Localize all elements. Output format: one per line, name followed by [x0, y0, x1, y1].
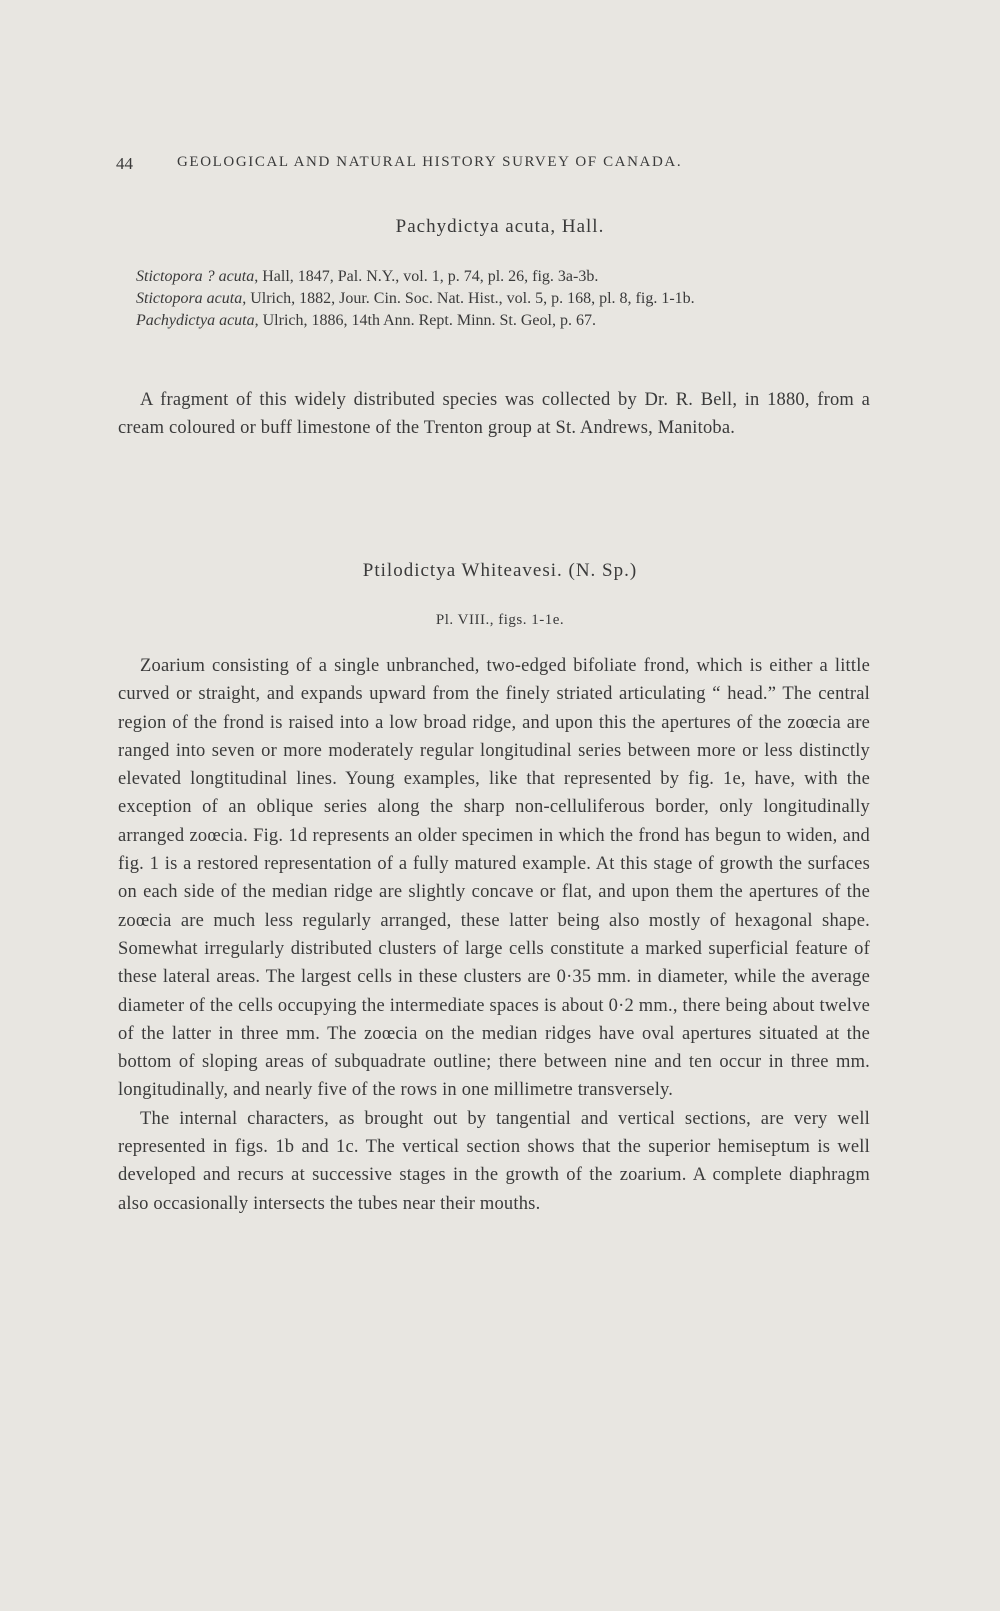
paragraph: The internal characters, as brought out by tangential and vertical sections, are very well represented in figs. 1b and 1c. The vertical section shows that the superior hemiseptum is well developed and recurs at successive stages in the growth of the zoarium. A complete diaphragm also occasionally intersects the tubes near their mouths.: [118, 1108, 870, 1214]
synonymy-entry: Stictopora ? acuta, Hall, 1847, Pal. N.Y., vol. 1, p. 74, pl. 26, fig. 3a-3b.: [136, 268, 599, 285]
synonymy-list: [116, 266, 876, 332]
ptilodictya-description: [118, 652, 870, 1218]
plate-reference: Pl. VIII., figs. 1-1e.: [435, 612, 565, 628]
page-number: 44: [116, 154, 133, 173]
running-title: GEOLOGICAL AND NATURAL HISTORY SURVEY OF CANADA.: [177, 154, 683, 170]
synonymy-entry: Pachydictya acuta, Ulrich, 1886, 14th Ann. Rept. Minn. St. Geol, p. 67.: [136, 312, 596, 329]
species-title-pachydictya: Pachydictya acuta, Hall.: [395, 216, 605, 237]
paragraph: Zoarium consisting of a single unbranched, two-edged bifoliate frond, which is either a little curved or straight, and expands upward from the finely striated articulating “ head.” The central region of the frond is raised into a low broad ridge, and upon this the apertures of the zoœcia are ranged into seven or more moderately regular longitudinal series between more or less distinctly elevated longtitudinal lines. Young examples, like that represented by fig. 1e, have, with the exception of an oblique series along the sharp non-celluliferous border, only longitudinally arranged zoœcia. Fig. 1d represents an older specimen in which the frond has begun to widen, and fig. 1 is a restored representation of a fully matured example. At this stage of growth the surfaces on each side of the median ridge are slightly concave or flat, and upon them the apertures of the zoœcia are much less regularly arranged, these latter being also mostly of hexagonal shape. Somewhat irregularly distributed clusters of large cells constitute a marked superficial feature of these lateral areas. The largest cells in these clusters are 0·35 mm. in diameter, while the average diameter of the cells occupying the intermediate spaces is about 0·2 mm., there being about twelve of the latter in three mm. The zoœcia on the median ridges have oval apertures situated at the bottom of sloping areas of subquadrate outline; there between nine and ten occur in three mm. longitudinally, and nearly five of the rows in one millimetre transversely.: [118, 656, 870, 1101]
running-header: [116, 154, 806, 174]
paragraph: A fragment of this widely distributed species was collected by Dr. R. Bell, in 1880, from a cream coloured or buff limestone of the Trenton group at St. Andrews, Manitoba.: [118, 390, 870, 439]
synonymy-entry: Stictopora acuta, Ulrich, 1882, Jour. Cin. Soc. Nat. Hist., vol. 5, p. 168, pl. 8, fig. 1-1b.: [136, 290, 695, 307]
pachydictya-description: [118, 386, 870, 443]
species-title-ptilodictya: Ptilodictya Whiteavesi. (N. Sp.): [362, 560, 638, 581]
